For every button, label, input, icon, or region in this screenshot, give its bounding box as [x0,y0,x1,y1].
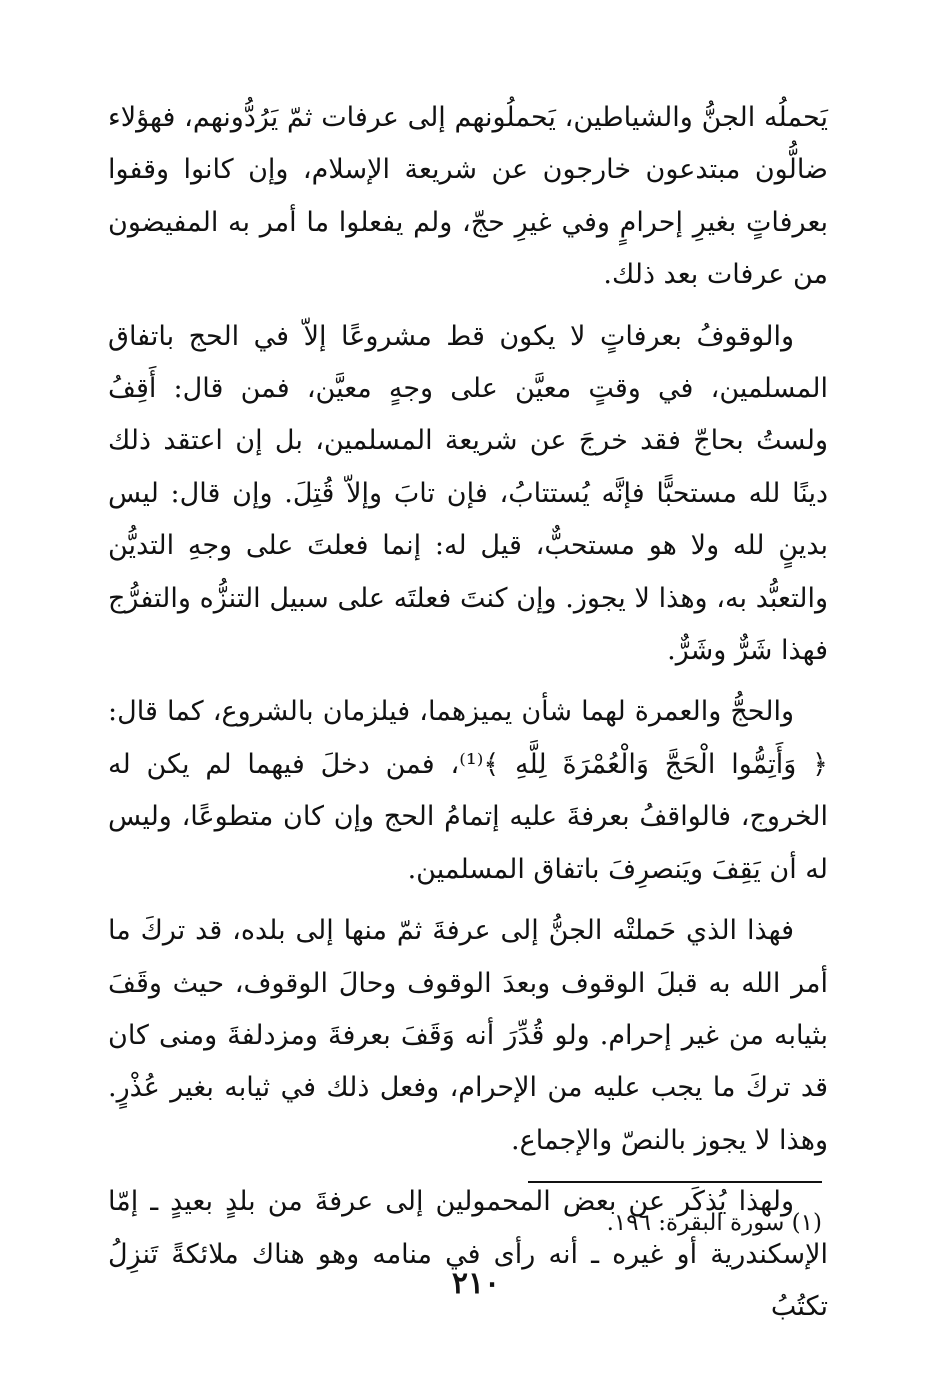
paragraph: يَحملُه الجنُّ والشياطين، يَحملُونهم إلى عرفات ثمّ يَرُدُّونهم، فهؤلاء ضالُّون مبتدعون خارجون عن شريعة الإسلام، وإن كانوا وقفوا بعرفاتٍ بغيرِ إحرامٍ وفي غيرِ حجّ، ولم يفعلوا ما أمر به المفيضون من عرفات بعد ذلك. [108,102,828,291]
paragraph: والوقوفُ بعرفاتٍ لا يكون قط مشروعًا إلاّ في الحج باتفاق المسلمين، في وقتٍ معيَّن على وجهٍ معيَّن، فمن قال: أَقِفُ ولستُ بحاجّ فقد خرجَ عن شريعة المسلمين، بل إن اعتقد ذلك دينًا لله مستحبًّا فإنَّه يُستتابُ، فإن تابَ وإلاّ قُتِلَ. وإن قال: ليس بدينٍ لله ولا هو مستحبٌّ، قيل له: إنما فعلتَ على وجهِ التديُّن والتعبُّد به، وهذا لا يجوز. وإن كنتَ فعلتَه على سبيل التنزُّه والتفرُّج فهذا شَرٌّ وشَرٌّ. [108,320,829,667]
footnote: (١) سورة البقرة: ١٩٦. [606,1210,822,1236]
main-text [108,92,828,1333]
paragraph: والحجُّ والعمرة لهما شأن يميزهما، فيلزمان بالشروع، كما قال: ﴿ وَأَتِمُّوا الْحَجَّ وَالْعُمْرَةَ لِلَّهِ ﴾⁽¹⁾، فمن دخلَ فيهما لم يكن له الخروج، فالواقفُ بعرفةَ عليه إتمامُ الحج وإن كان متطوعًا، وليس له أن يَقِفَ ويَنصرِفَ باتفاق المسلمين. [108,696,828,885]
paragraph: ولهذا يُذكَر عن بعض المحمولين إلى عرفةَ من بلدٍ بعيدٍ ـ إمّا الإسكندرية أو غيره ـ أنه رأى في منامه وهو هناك ملائكةً تَنزِلُ تكتُبُ [108,1186,828,1322]
footnote-divider [528,1181,822,1183]
paragraph: فهذا الذي حَملتْه الجنُّ إلى عرفةَ ثمّ منها إلى بلده، قد تركَ ما أمر الله به قبلَ الوقوف وبعدَ الوقوف وحالَ الوقوف، حيث وقَفَ بثيابه من غير إحرام. ولو قُدِّرَ أنه وَقَفَ بعرفةَ ومزدلفةَ ومنى كان قد تركَ ما يجب عليه من الإحرام، وفعل ذلك في ثيابه بغير عُذْرٍ. وهذا لا يجوز بالنصّ والإجماع. [108,915,828,1156]
page-number: ٢١٠ [451,1266,501,1301]
